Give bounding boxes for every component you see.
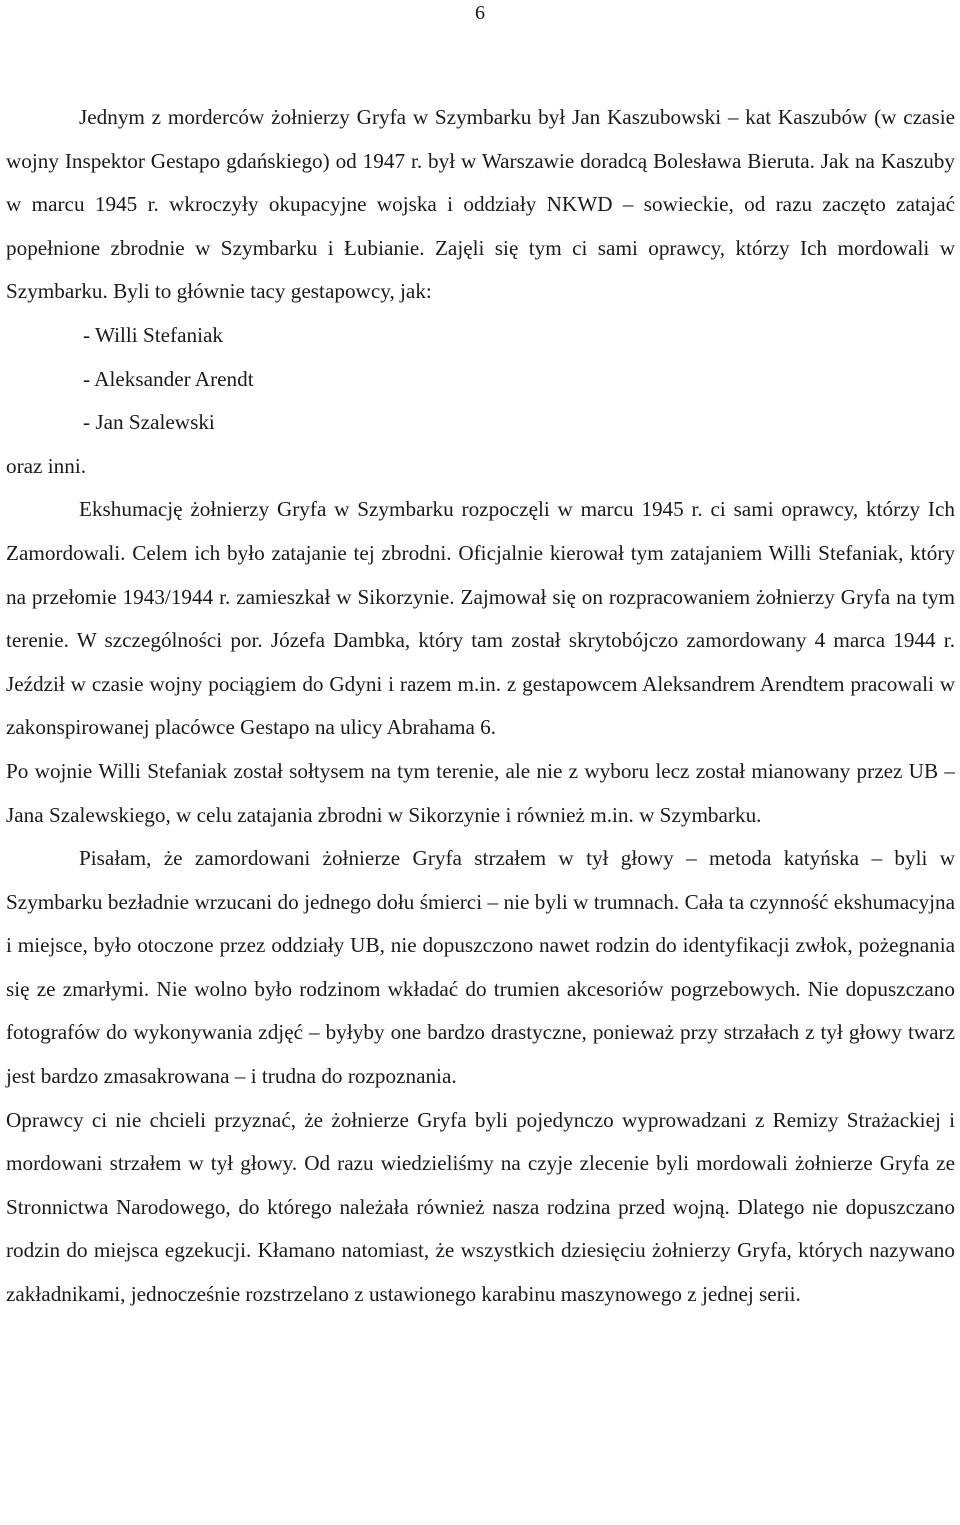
list-closing-text: oraz inni. bbox=[6, 453, 87, 478]
paragraph-1: Jednym z morderców żołnierzy Gryfa w Szymbarku był Jan Kaszubowski – kat Kaszubów (w czasie wojny Inspektor Gestapo gdańskiego) od 1947 r. był w Warszawie doradcą Bolesława Bieruta. Jak na Kaszuby w marcu 1945 r. wkroczyły okupacyjne wojska i oddziały NKWD – sowieckie, od razu zaczęto zatajać popełnione zbrodnie w Szymbarku i Łubianie. Zajęli się tym ci sami oprawcy, którzy Ich mordowali w Szymbarku. Byli to głównie tacy gestapowcy, jak: bbox=[6, 105, 955, 304]
paragraph-4: Pisałam, że zamordowani żołnierze Gryfa strzałem w tył głowy – metoda katyńska – byli w Szymbarku bezładnie wrzucani do jednego dołu śmierci – nie byli w trumnach. Cała ta czynność ekshumacyjna i miejsce, było otoczone przez oddziały UB, nie dopuszczono nawet rodzin do identyfikacji zwłok, pożegnania się ze zmarłymi. Nie wolno było rodzinom wkładać do trumien akcesoriów pogrzebowych. Nie dopuszczano fotografów do wykonywania zdjęć – byłyby one bardzo drastyczne, ponieważ przy strzałach z tył głowy twarz jest bardzo zmasakrowana – i trudna do rozpoznania. bbox=[6, 846, 955, 1089]
list-item: - Aleksander Arendt bbox=[83, 366, 254, 391]
paragraph-2: Ekshumację żołnierzy Gryfa w Szymbarku rozpoczęli w marcu 1945 r. ci sami oprawcy, którzy Ich Zamordowali. Celem ich było zatajanie tej zbrodni. Oficjalnie kierował tym zatajaniem Willi Stefaniak, który na przełomie 1943/1944 r. zamieszkał w Sikorzynie. Zajmował się on rozpracowaniem żołnierzy Gryfa na tym terenie. W szczególności por. Józefa Dambka, który tam został skrytobójczo zamordowany 4 marca 1944 r. Jeździł w czasie wojny pociągiem do Gdyni i razem m.in. z gestapowcem Aleksandrem Arendtem pracowali w zakonspirowanej placówce Gestapo na ulicy Abrahama 6. bbox=[6, 497, 955, 740]
list-item: - Willi Stefaniak bbox=[83, 322, 223, 347]
paragraph-3: Po wojnie Willi Stefaniak został sołtysem na tym terenie, ale nie z wyboru lecz został mianowany przez UB – Jana Szalewskiego, w celu zatajania zbrodni w Sikorzynie i również m.in. w Szymbarku. bbox=[6, 758, 955, 827]
page-number: 6 bbox=[475, 2, 485, 24]
document-body bbox=[6, 96, 955, 1317]
perpetrators-list bbox=[6, 314, 955, 445]
list-item: - Jan Szalewski bbox=[83, 410, 215, 435]
paragraph-5: Oprawcy ci nie chcieli przyznać, że żołnierze Gryfa byli pojedynczo wyprowadzani z Remizy Strażackiej i mordowani strzałem w tył głowy. Od razu wiedzieliśmy na czyje zlecenie byli mordowali żołnierze Gryfa ze Stronnictwa Narodowego, do którego należała również nasza rodzina przed wojną. Dlatego nie dopuszczano rodzin do miejsca egzekucji. Kłamano natomiast, że wszystkich dziesięciu żołnierzy Gryfa, których nazywano zakładnikami, jednocześnie rozstrzelano z ustawionego karabinu maszynowego z jednej serii. bbox=[6, 1107, 955, 1307]
